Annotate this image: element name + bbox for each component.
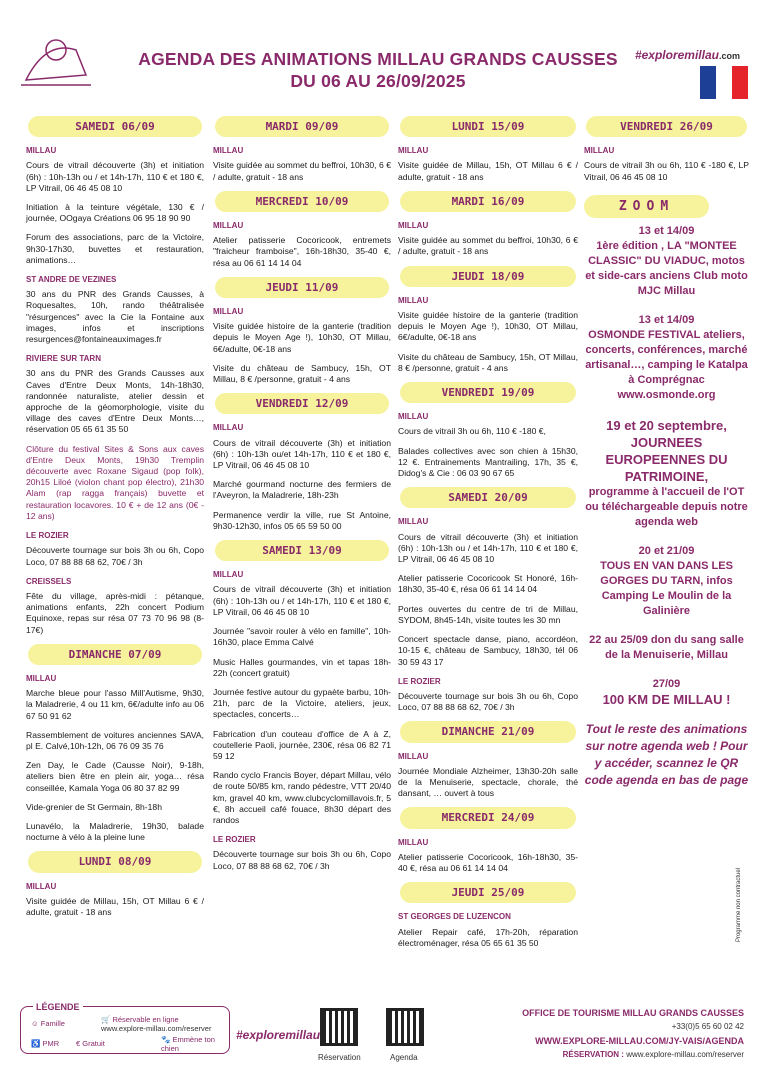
- page-title: AGENDA DES ANIMATIONS MILLAU GRANDS CAUSSES DU 06 AU 26/09/2025: [138, 49, 618, 91]
- place-label: LE ROZIER: [213, 835, 256, 845]
- place-label: MILLAU: [213, 423, 244, 433]
- event: Concert spectacle danse, piano, accordéon, 10-15 €, château de Sambucy, 18h30, tél 06 30 59 43 17: [398, 634, 578, 667]
- column-2: [213, 112, 391, 880]
- agenda-link[interactable]: WWW.EXPLORE-MILLAU.COM/JY-VAIS/AGENDA: [535, 1036, 744, 1046]
- place-label: MILLAU: [213, 307, 244, 317]
- event: Atelier patisserie Cocoricook, 16h-18h30, 35-40 €, résa au 06 61 14 14 04: [398, 851, 578, 873]
- event: Journée festive autour du gypaète barbu, 10h-21h, parc de la Victoire, ateliers, jeux, spectacles, concerts…: [213, 686, 391, 720]
- reservation-link[interactable]: www.explore-millau.com/reserver: [626, 1050, 744, 1059]
- event: Cours de vitrail découverte (3h) et initiation (6h) : 10h-13h ou / et 14h-17h, 110 € et 180 €, LP Vitrail, 06 46 45 08 10: [398, 531, 578, 565]
- day-header: JEUDI 11/09: [215, 277, 389, 298]
- event: Journée Mondiale Alzheimer, 13h30-20h salle de la Menuiserie, spectacle, chorale, thé dansant, … ouvert à tous: [398, 765, 578, 799]
- event: Visite guidée de Millau, 15h, OT Millau 6 € / adulte, gratuit - 18 ans: [398, 160, 578, 182]
- zoom-item: 13 et 14/09 1ère édition , LA "MONTEE CLASSIC" DU VIADUC, motos et side-cars anciens Club moto MJC Millau: [585, 225, 748, 298]
- event: Cours de vitrail 3h ou 6h, 110 € -180 €, LP Vitrail, 06 46 45 08 10: [584, 160, 749, 182]
- column-3: [398, 112, 578, 957]
- event: Visite guidée au sommet du beffroi, 10h30, 6 € / adulte, gratuit - 18 ans: [398, 235, 578, 257]
- day-header: LUNDI 15/09: [400, 116, 576, 137]
- footer: LÉGENDE ☺ Famille 🛒 Réservable en ligne www.explore-millau.com/reserver ♿ PMR € Gratuit 🐾 Emmène ton chien #exploremillau Réservation Agenda OFFICE DE TOURISME MILLAU GRANDS CAUSSES +33(0)5 65 60 02 42 WWW.EXPLORE-MILLAU.COM/JY-VAIS/AGENDA RÉSERVATION : www.explore-millau.com/reserver: [0, 998, 768, 1086]
- zoom-item: 20 et 21/09 TOUS EN VAN DANS LES GORGES DU TARN, infos Camping Le Moulin de la Galinière: [600, 545, 733, 618]
- place-label: MILLAU: [398, 751, 429, 761]
- place-label: MILLAU: [213, 221, 244, 231]
- office-info: OFFICE DE TOURISME MILLAU GRANDS CAUSSES +33(0)5 65 60 02 42 WWW.EXPLORE-MILLAU.COM/JY-VAIS/AGENDA RÉSERVATION : www.explore-millau.com/reserver: [522, 1008, 744, 1059]
- event: Rando cyclo Francis Boyer, départ Millau, vélo de route 50/85 km, rando pédestre, VTT 20/40 km, gravel 40 km, www.clubcyclomillavois.fr, 5 €, 8h accueil café fouace, 8h30 départ des randos: [213, 770, 391, 825]
- event: Permanence verdir la ville, rue St Antoine, 9h30-12h30, infos 05 65 59 50 00: [213, 509, 391, 531]
- disclaimer: Programme non contractuel: [736, 868, 742, 943]
- event: Marche bleue pour l'asso Mill'Autisme, 9h30, la Maladrerie, 4 ou 11 km, 6€/adulte info au 06 67 50 91 62: [26, 688, 204, 721]
- day-header: LUNDI 08/09: [28, 851, 202, 872]
- event: Cours de vitrail découverte (3h) et initiation (6h) : 10h-13h ou / et 14h-17h, 110 € et 180 €, LP Vitrail, 06 46 45 08 10: [26, 160, 204, 193]
- day-header: DIMANCHE 07/09: [28, 644, 202, 665]
- event: 30 ans du PNR des Grands Causses aux Caves d'Entre Deux Monts, 14h-18h30, randonnée naturaliste, atelier dessin et approche de la géomorphologie, visite du village des caves d'Entre Deux Monts…, réservation 05 65 61 35 50: [26, 368, 204, 435]
- zoom-item: 22 au 25/09 don du sang salle de la Menuiserie, Millau: [589, 634, 744, 662]
- place-label: MILLAU: [26, 881, 57, 891]
- qr-agenda-icon[interactable]: [386, 1008, 424, 1046]
- event: Atelier patisserie Cocoricook, entremets "fraicheur framboise", 16h-18h30, 35-40 €, résa au 06 61 14 14 04: [213, 235, 391, 268]
- event: Visite du château de Sambucy, 15h, OT Millau, 8 € /personne, gratuit - 4 ans: [213, 362, 391, 385]
- event: Cours de vitrail découverte (3h) et initiation (6h) : 10h-13h ou/et 14h-17h, 110 € et 180 €, LP Vitrail, 06 46 45 08 10: [213, 437, 391, 471]
- event: Atelier patisserie Cocoricook St Honoré, 16h-18h30, 35-40 €, résa 06 61 14 14 04: [398, 573, 578, 595]
- event: Fête du village, après-midi : pétanque, animations enfants, 22h concert Podium Equinoxe, repas sur résa 07 73 70 96 98 (8-17€): [26, 590, 204, 635]
- place-label: MILLAU: [398, 517, 429, 527]
- day-header: MARDI 16/09: [400, 191, 576, 212]
- place-label: CREISSELS: [26, 576, 72, 586]
- event: 30 ans du PNR des Grands Causses, à Roquesaltes, 10h, rando théâtralisée "résurgences" avec la Cie la Fontaine aux images, infos et inscriptions resurgences@fontaineauximages.fr: [26, 289, 204, 345]
- event: Visite guidée de Millau, 15h, OT Millau 6 € / adulte, gratuit - 18 ans: [26, 895, 204, 917]
- place-label: MILLAU: [213, 570, 244, 580]
- event: Cours de vitrail découverte (3h) et initiation (6h) : 10h-13h ou / et 14h-17h, 110 € et 180 €, LP Vitrail, 06 46 45 08 10: [213, 584, 391, 617]
- place-label: ST GEORGES DE LUZENCON: [398, 912, 511, 922]
- place-label: MILLAU: [26, 146, 57, 156]
- event: Forum des associations, parc de la Victoire, 9h30-17h30, buvettes et restauration, animations…: [26, 232, 204, 265]
- place-label: MILLAU: [398, 295, 429, 305]
- event: Rassemblement de voitures anciennes SAVA, pl E. Calvé,10h-12h, 06 76 09 35 76: [26, 729, 204, 751]
- event: Atelier Repair café, 17h-20h, réparation électroménager, résa 05 65 61 35 50: [398, 926, 578, 948]
- place-label: MILLAU: [398, 412, 429, 422]
- event: Clôture du festival Sites & Sons aux caves d'Entre Deux Monts, 19h30 Tremplin découverte avec Roxane Sigaud (pop folk), 20h15 Liloé (violon chant pop électro), 21h30 Alam (rap ragga français) buvette et restauration locavores. 10 € + de 12 ans (0€ - 12 ans): [26, 443, 204, 521]
- event: Journée "savoir rouler à vélo en famille", 10h-16h30, place Emma Calvé: [213, 626, 391, 648]
- day-header: JEUDI 25/09: [400, 882, 576, 903]
- event: Balades collectives avec son chien à 15h30, 12 €. Entrainements Mantrailing, 17h, 35 €, Didog's & Cie : 06 03 90 67 65: [398, 445, 578, 479]
- event: Découverte tournage sur bois 3h ou 6h, Copo Loco, 07 88 88 68 62, 70€ / 3h: [26, 545, 204, 567]
- pmr-icon: ♿ PMR: [31, 1039, 60, 1048]
- zoom-item: 13 et 14/09 OSMONDE FESTIVAL ateliers, concerts, conférences, marché artisanal…, camping le Katalpa à Comprégnac www.osmonde.org: [585, 314, 748, 402]
- day-header: SAMEDI 06/09: [28, 116, 202, 137]
- day-header: SAMEDI 20/09: [400, 487, 576, 508]
- column-1: [26, 112, 204, 926]
- french-flag-icon: [700, 66, 748, 99]
- header: [0, 0, 768, 110]
- day-header: JEUDI 18/09: [400, 266, 576, 287]
- zoom-cta: Tout le reste des animations sur notre agenda web ! Pour y accéder, scannez le QR code agenda en bas de page: [584, 722, 749, 788]
- place-label: MILLAU: [398, 221, 429, 231]
- day-header: SAMEDI 13/09: [215, 540, 389, 561]
- place-label: LE ROZIER: [26, 531, 69, 541]
- day-header: VENDREDI 26/09: [586, 116, 747, 137]
- zoom-header: ZOOM: [584, 195, 709, 218]
- qr-reservation-icon[interactable]: [320, 1008, 358, 1046]
- day-header: MERCREDI 24/09: [400, 807, 576, 828]
- zoom-item: 19 et 20 septembre, JOURNEES EUROPEENNES DU PATRIMOINE, programme à l'accueil de l'OT ou téléchargeable depuis notre agenda web: [585, 418, 748, 529]
- event: Visite guidée histoire de la ganterie (tradition depuis le Moyen Age !), 10h30, OT Millau, 6€/adulte, 0€-18 ans: [213, 321, 391, 354]
- free-icon: € Gratuit: [76, 1039, 105, 1048]
- place-label: RIVIERE SUR TARN: [26, 354, 101, 364]
- brand-logo: #exploremillau.com: [634, 48, 740, 62]
- event: Visite du château de Sambucy, 15h, OT Millau, 8 € /personne, gratuit - 4 ans: [398, 351, 578, 373]
- event: Initiation à la teinture végétale, 130 € / journée, OOgaya Créations 06 95 18 90 90: [26, 202, 204, 224]
- event: Découverte tournage sur bois 3h ou 6h, Copo Loco, 07 88 88 68 62, 70€ / 3h: [213, 849, 391, 871]
- place-label: MILLAU: [584, 146, 615, 156]
- dog-icon: 🐾 Emmène ton chien: [161, 1035, 215, 1053]
- place-label: LE ROZIER: [398, 676, 441, 686]
- place-label: ST ANDRE DE VEZINES: [26, 275, 117, 285]
- event: Vide-grenier de St Germain, 8h-18h: [26, 801, 162, 812]
- event: Fabrication d'un couteau d'office de A à Z, coutellerie Paoli, journée, 230€, résa 06 82 71 59 12: [213, 728, 391, 761]
- event: Cours de vitrail 3h ou 6h, 110 € -180 €,: [398, 426, 546, 437]
- event: Visite guidée au sommet du beffroi, 10h30, 6 € / adulte, gratuit - 18 ans: [213, 160, 391, 182]
- event: Marché gourmand nocturne des fermiers de l'Aveyron, la Maladrerie, 18h-23h: [213, 479, 391, 501]
- place-label: MILLAU: [213, 146, 244, 156]
- cart-icon: 🛒 Réservable en ligne: [101, 1015, 179, 1024]
- day-header: MARDI 09/09: [215, 116, 389, 137]
- event: Lunavélo, la Maladrerie, 19h30, balade nocturne à vélo à la pleine lune: [26, 820, 204, 843]
- family-icon: ☺ Famille: [31, 1019, 65, 1028]
- event: Visite guidée histoire de la ganterie (tradition depuis le Moyen Age !), 10h30, OT Millau, 6€/adulte, 0€-18 ans: [398, 310, 578, 343]
- day-header: MERCREDI 10/09: [215, 191, 389, 212]
- place-label: MILLAU: [398, 146, 429, 156]
- day-header: VENDREDI 12/09: [215, 393, 389, 414]
- place-label: MILLAU: [26, 673, 57, 683]
- zoom-item: 27/09 100 KM DE MILLAU !: [602, 678, 731, 708]
- viaduct-mascot-icon: [16, 20, 96, 92]
- event: Portes ouvertes du centre de tri de Millau, SYDOM, 8h45-14h, visite toutes les 30 mn: [398, 603, 578, 625]
- legend: LÉGENDE ☺ Famille 🛒 Réservable en ligne www.explore-millau.com/reserver ♿ PMR € Gratuit 🐾 Emmène ton chien: [20, 1006, 230, 1054]
- event: Music Halles gourmandes, vin et tapas 18h-22h (concert gratuit): [213, 656, 391, 678]
- column-4: [584, 112, 749, 789]
- place-label: MILLAU: [398, 837, 429, 847]
- day-header: VENDREDI 19/09: [400, 382, 576, 403]
- event: Zen Day, le Cade (Causse Noir), 9-18h, ateliers bien être en plein air, yoga… résa conseillée, Kamala Yoga 06 80 37 82 99: [26, 760, 204, 793]
- day-header: DIMANCHE 21/09: [400, 721, 576, 742]
- brand-hashtag: #exploremillau: [236, 1028, 321, 1042]
- event: Découverte tournage sur bois 3h ou 6h, Copo Loco, 07 88 88 68 62, 70€ / 3h: [398, 690, 578, 713]
